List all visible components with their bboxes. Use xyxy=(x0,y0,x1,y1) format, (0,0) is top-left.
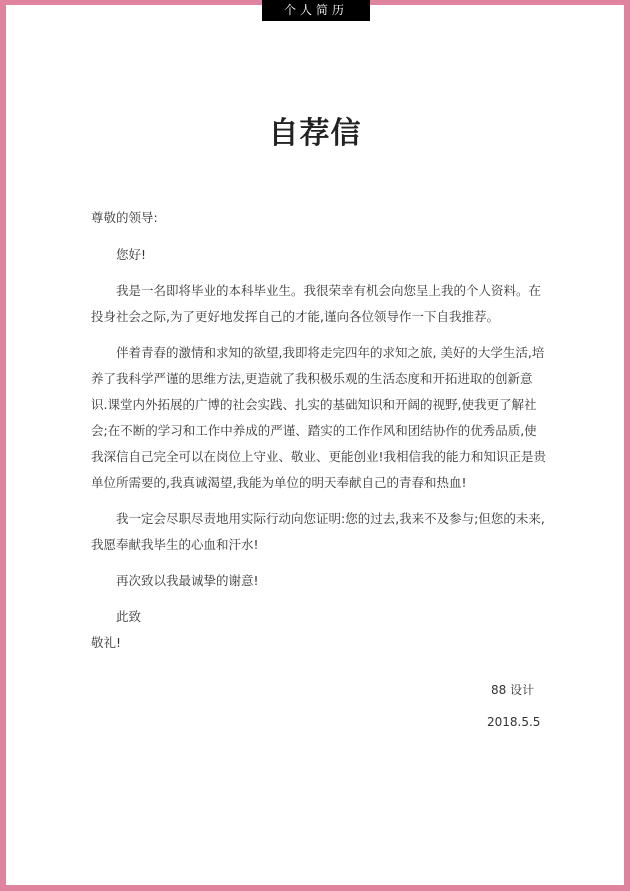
closing-line-2: 敬礼! xyxy=(91,635,122,650)
thanks-line: 再次致以我最诚挚的谢意! xyxy=(116,573,259,588)
page-title: 自荐信 xyxy=(268,116,362,151)
paragraph-intro: 我是一名即将毕业的本科毕业生。我很荣幸有机会向您呈上我的个人资料。在投身社会之际,为了更好地发挥自己的才能,谨向各位领导作一下自我推荐。 xyxy=(91,283,542,324)
resume-tab[interactable]: 个人简历 xyxy=(262,0,370,21)
letter-date: 2018.5.5 xyxy=(487,715,541,729)
greeting: 您好! xyxy=(116,247,147,262)
closing-line-1: 此致 xyxy=(116,609,142,624)
salutation: 尊敬的领导: xyxy=(91,210,158,225)
letter-body xyxy=(91,205,547,656)
paragraph-commitment: 我一定会尽职尽责地用实际行动向您证明:您的过去,我来不及参与;但您的未来,我愿奉献我毕生的心血和汗水! xyxy=(91,511,545,552)
signature: 88 设计 xyxy=(491,683,535,697)
paragraph-experience: 伴着青春的激情和求知的欲望,我即将走完四年的求知之旅, 美好的大学生活,培养了我科学严谨的思维方法,更造就了我积极乐观的生活态度和开拓进取的创新意识.课堂内外拓展的广博的社会实践、扎实的基础知识和开阔的视野,使我更了解社会;在不断的学习和工作中养成的严谨、踏实的工作作风和团结协作的优秀品质,使我深信自己完全可以在岗位上守业、敬业、更能创业!我相信我的能力和知识正是贵单位所需要的,我真诚渴望,我能为单位的明天奉献自己的青春和热血! xyxy=(91,345,547,490)
